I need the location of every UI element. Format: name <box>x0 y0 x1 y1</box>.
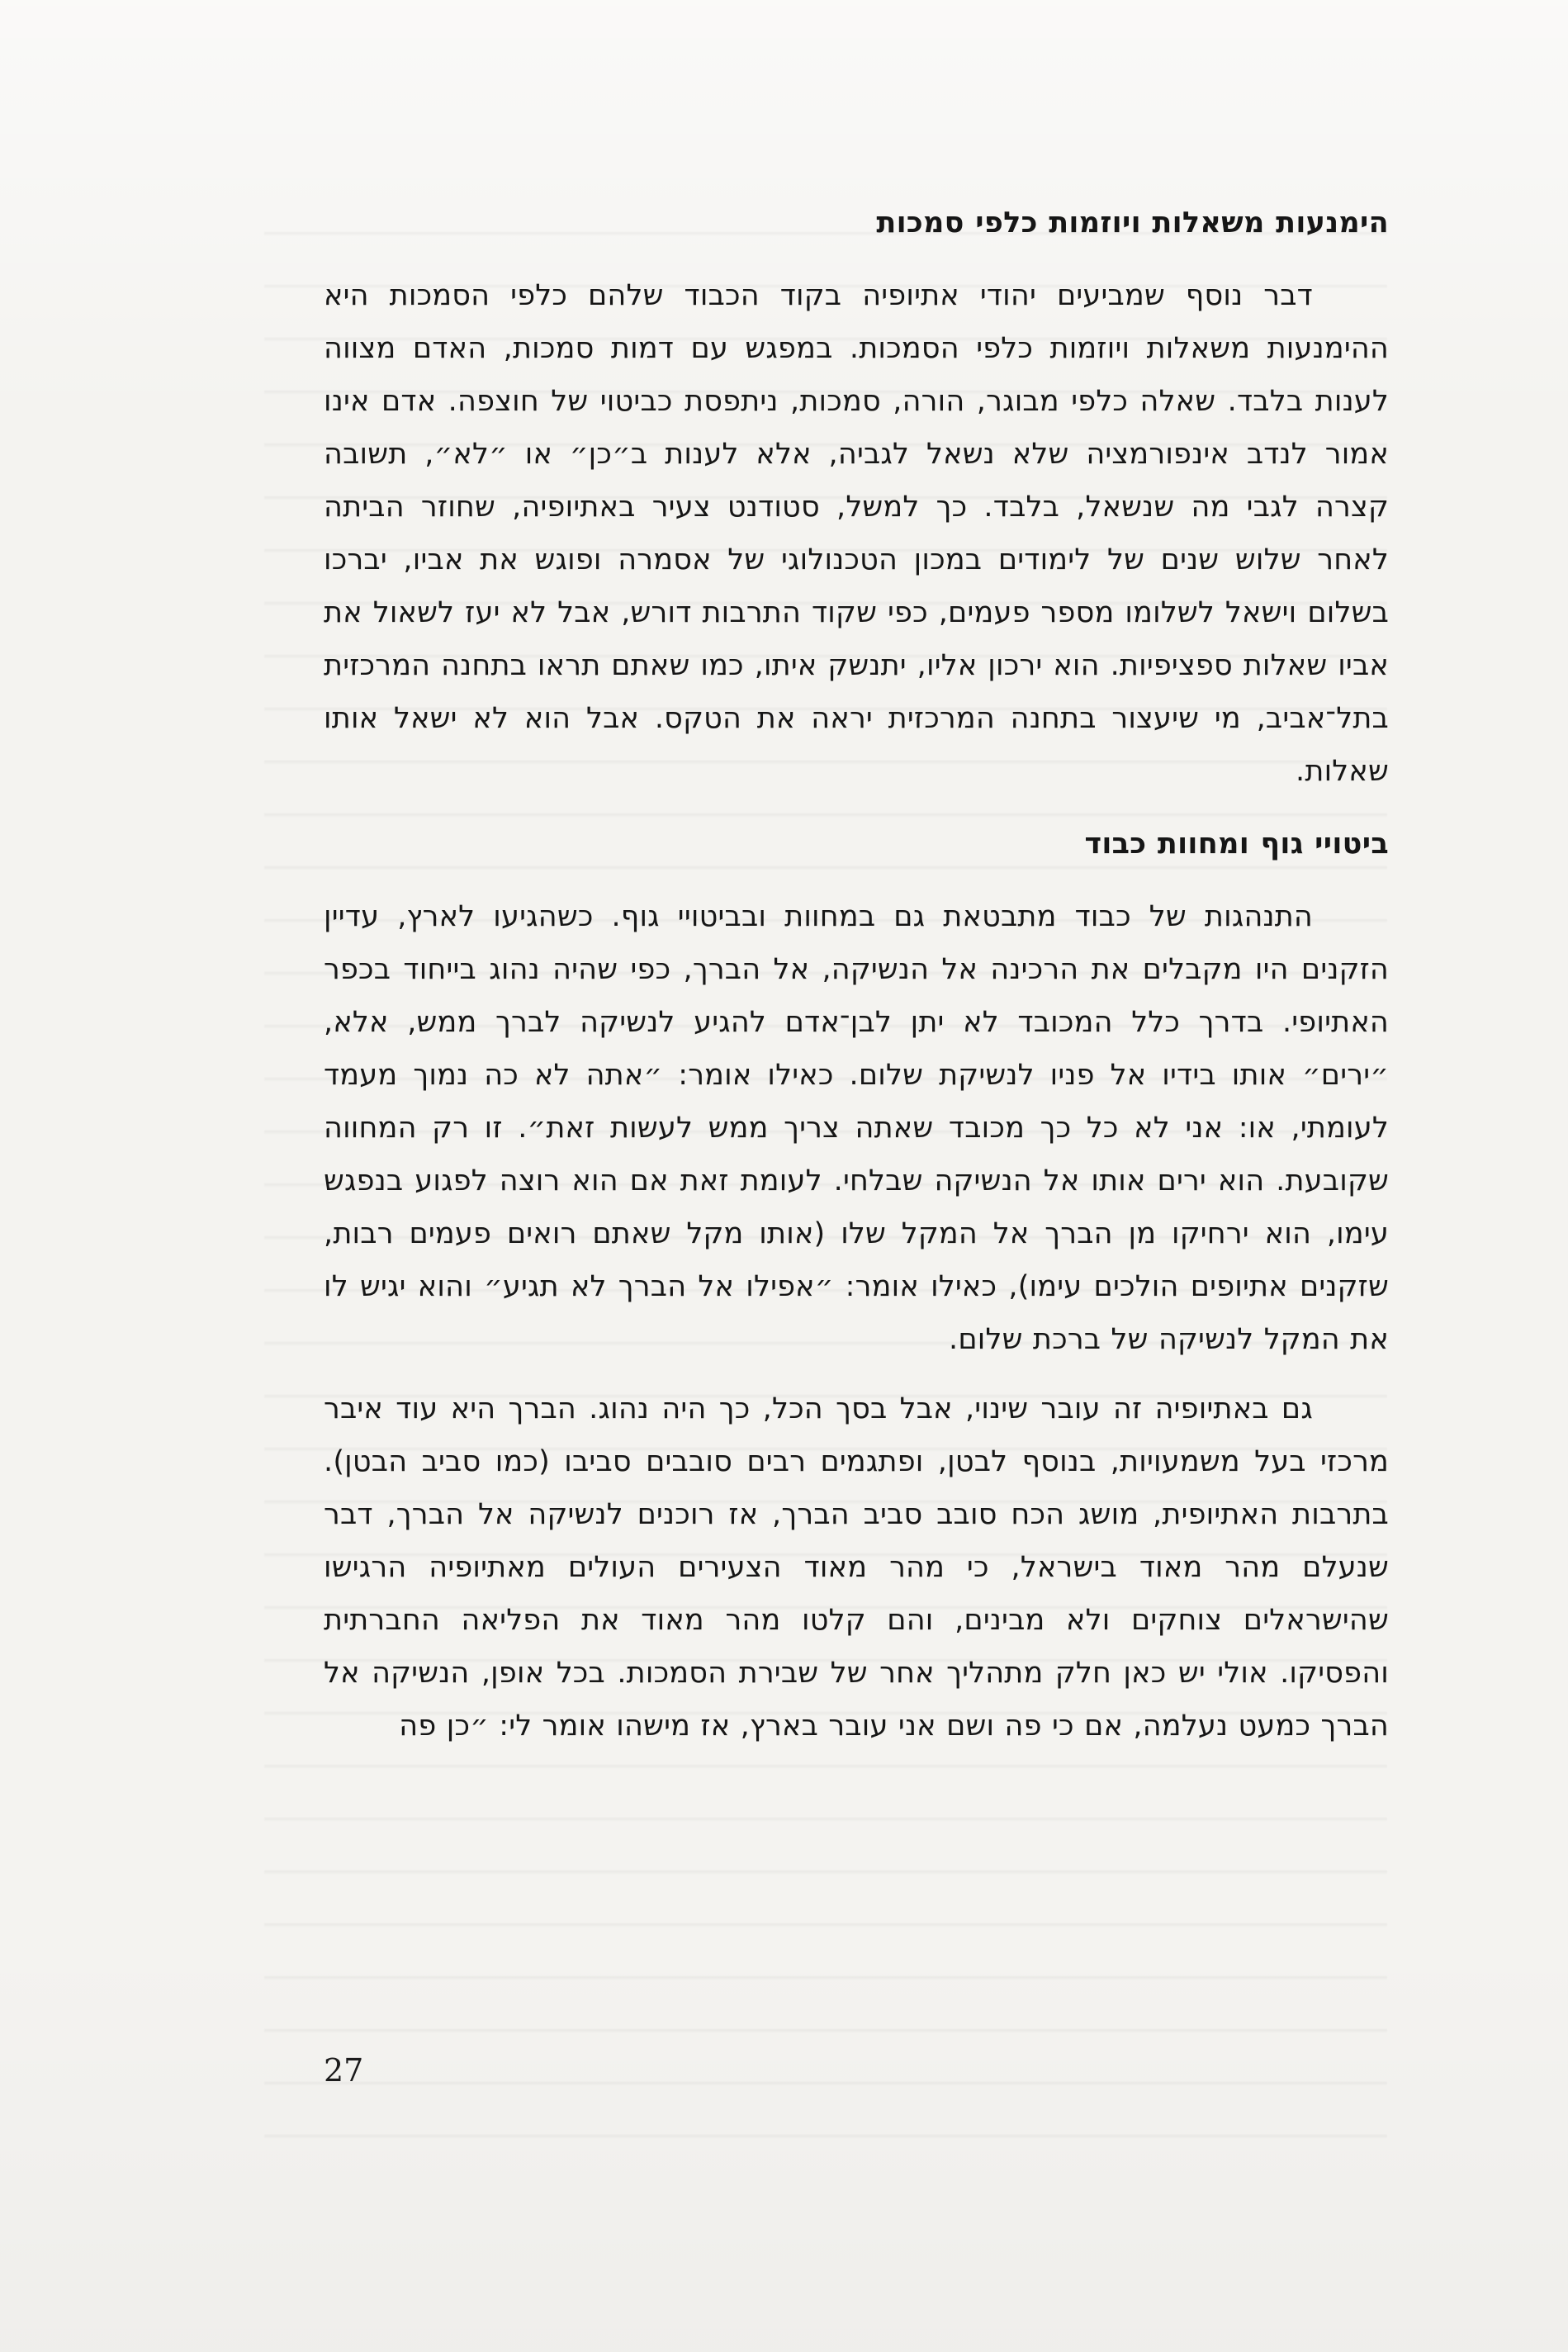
paragraph: דבר נוסף שמביעים יהודי אתיופיה בקוד הכבוד שלהם כלפי הסמכות היא ההימנעות משאלות ויוזמות כלפי הסמכות. במפגש עם דמות סמכות, האדם מצווה לענות בלבד. שאלה כלפי מבוגר, הורה, סמכות, ניתפסת כביטוי של חוצפה. אדם אינו אמור לנדב אינפורמציה שלא נשאל לגביה, אלא לענות ב״כן״ או ״לא״, תשובה קצרה לגבי מה שנשאל, בלבד. כך למשל, סטודנט צעיר באתיופיה, שחוזר הביתה לאחר שלוש שנים של לימודים במכון הטכנולוגי של אסמרה ופוגש את אביו, יברכו בשלום וישאל לשלומו מספר פעמים, כפי שקוד התרבות דורש, אבל לא יעז לשאול את אביו שאלות ספציפיות. הוא ירכון אליו, יתנשק איתו, כמו שאתם תראו בתחנה המרכזית בתל־אביב, מי שיעצור בתחנה המרכזית יראה את הטקס. אבל הוא לא ישאל אותו שאלות. <box>324 279 1389 788</box>
page-content <box>324 197 1389 1752</box>
section-body-gestures <box>324 818 1389 1752</box>
paragraph: התנהגות של כבוד מתבטאת גם במחוות ובביטויי גוף. כשהגיעו לארץ, עדיין הזקנים היו מקבלים את הרכינה אל הנשיקה, אל הברך, כפי שהיה נהוג בייחוד בכפר האתיופי. בדרך כלל המכובד לא יתן לבן־אדם להגיע לנשיקה לברך ממש, אלא, ״ירים״ אותו בידיו אל פניו לנשיקת שלום. כאילו אומר: ״אתה לא כה נמוך מעמד לעומתי, או: אני לא כל כך מכובד שאתה צריך ממש לעשות זאת״. זו רק המחווה שקובעת. הוא ירים אותו אל הנשיקה שבלחי. לעומת זאת אם הוא רוצה לפגוע בנפגש עימו, הוא ירחיקו מן הברך אל המקל שלו (אותו מקל שאתם רואים פעמים רבות, שזקנים אתיופים הולכים עימו), כאילו אומר: ״אפילו אל הברך לא תגיע״ והוא יגיש לו את המקל לנשיקה של ברכת שלום. <box>324 900 1389 1356</box>
section-heading: ביטויי גוף ומחוות כבוד <box>1084 827 1389 861</box>
section-heading: הימנעות משאלות ויוזמות כלפי סמכות <box>876 206 1389 239</box>
page-number: 27 <box>324 2052 364 2089</box>
paragraph: גם באתיופיה זה עובר שינוי, אבל בסך הכל, כך היה נהוג. הברך היא עוד איבר מרכזי בעל משמעויות, בנוסף לבטן, ופתגמים רבים סובבים סביבו (כמו סביב הבטן). בתרבות האתיופית, מושג הכח סובב סביב הברך, אז רוכנים לנשיקה אל הברך, דבר שנעלם מהר מאוד בישראל, כי מהר מאוד הצעירים העולים מאתיופיה הרגישו שהישראלים צוחקים ולא מבינים, והם קלטו מהר מאוד את הפליאה החברתית והפסיקו. אולי יש כאן חלק מתהליך אחר של שבירת הסמכות. בכל אופן, הנשיקה אל הברך כמעט נעלמה, אם כי פה ושם אני עובר בארץ, אז מישהו אומר לי: ״כן פה <box>324 1392 1389 1743</box>
section-authority-questions <box>324 197 1389 798</box>
